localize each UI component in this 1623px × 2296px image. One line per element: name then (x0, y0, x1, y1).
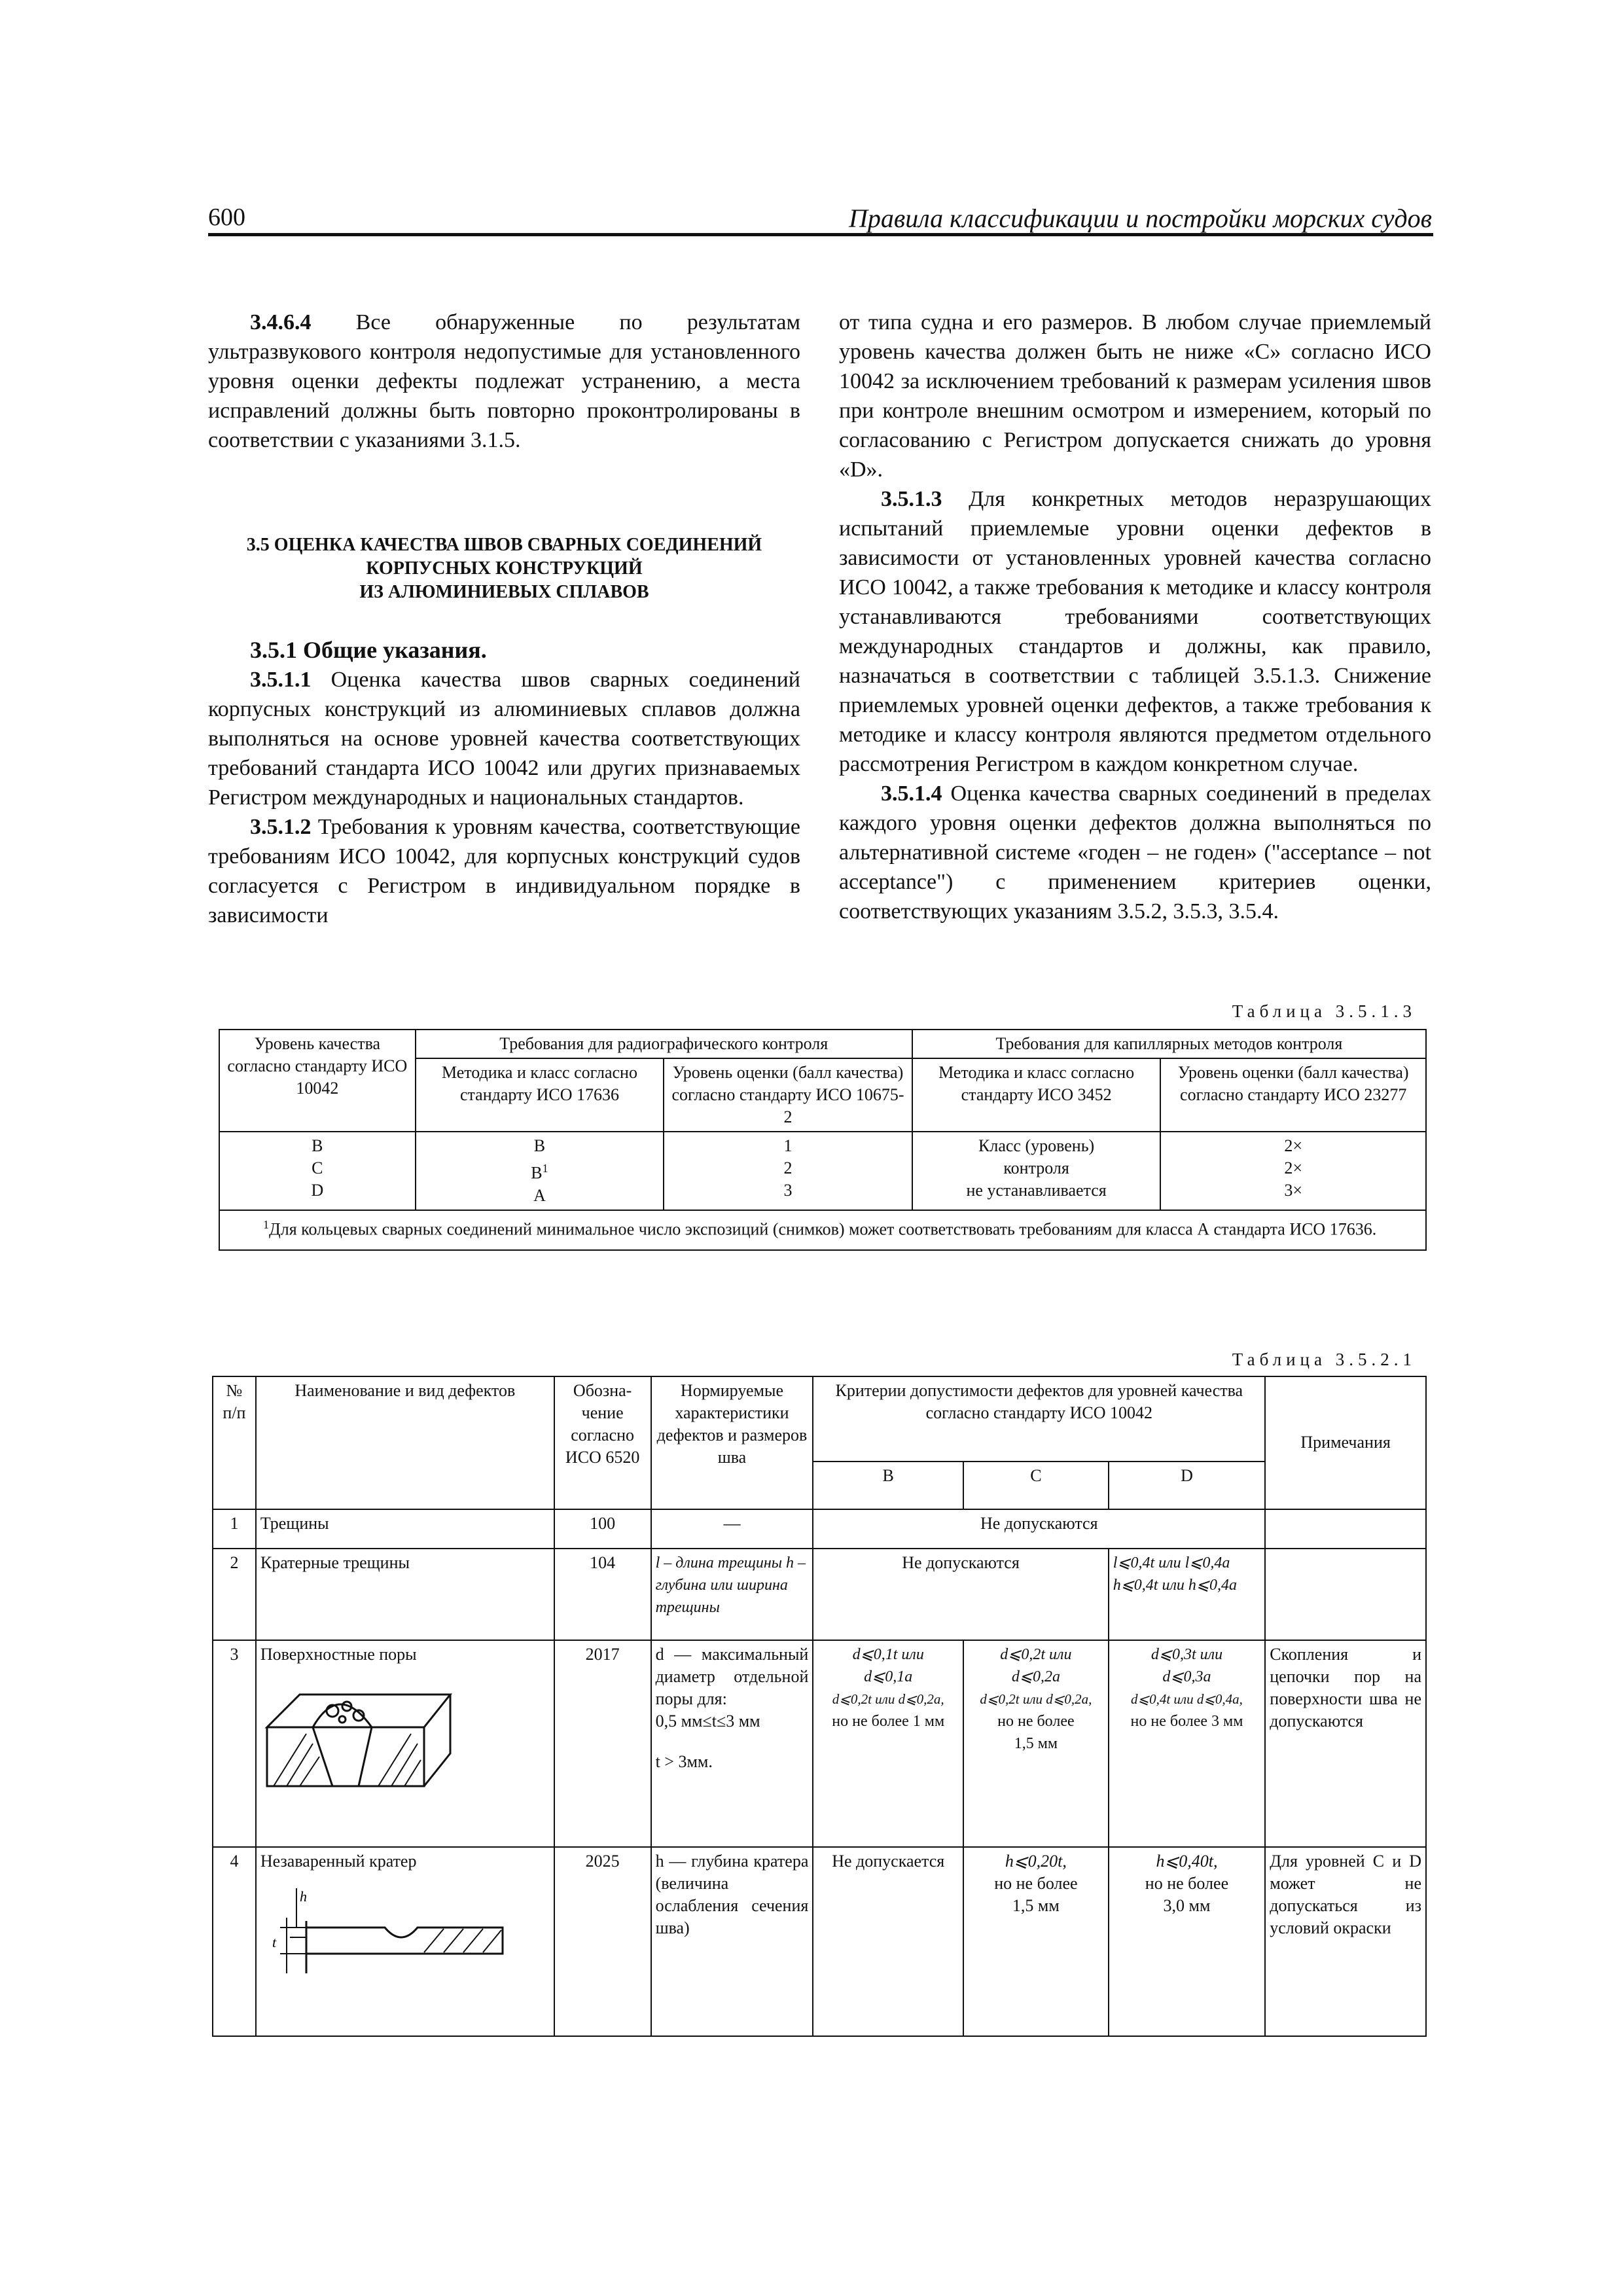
table-3-5-1-3 (219, 1029, 1427, 1251)
t1-header-method-2: Методика и класс согласно стандарту ИСО 3452 (912, 1058, 1161, 1132)
table-row: 3 Поверхностные поры 2017 d — максимальный диаметр отдельной поры для: 0,5 мм≤t≤3 мм t > 3мм. d⩽0,1t или d⩽0,1a d⩽0,2t или d⩽0,2a, но не более 1 мм d⩽0,2t или d⩽0,2a d⩽0,2t или d⩽0,2a, но не более 1,5 мм d⩽0,3t или d⩽0,3a d⩽0,4t или d⩽0,4a, но не более 3 мм Скопления и цепочки пор на поверхности шва не допускаются (213, 1640, 1426, 1847)
svg-text:t: t (272, 1933, 277, 1950)
table-row: B C D B $B^1$ A 1 2 3 Класс (уровень) контроля не устанавливается 2× 2× 3× (219, 1132, 1426, 1210)
running-title: Правила классификации и постройки морских судов (848, 204, 1432, 233)
t2-header-norm: Нормируемые характеристики дефектов и размеров шва (651, 1376, 813, 1509)
t1-header-method-1: Методика и класс согласно стандарту ИСО 17636 (416, 1058, 664, 1132)
t2-header-code: Обозна-чение согласно ИСО 6520 (554, 1376, 651, 1509)
t1-footnote: $^1$Для кольцевых сварных соединений минимальное число экспозиций (снимков) может соответствовать требованиям для класса А стандарта ИСО 17636. (219, 1210, 1426, 1251)
t1-header-eval-2: Уровень оценки (балл качества) согласно стандарту ИСО 23277 (1160, 1058, 1426, 1132)
section-heading-line-2: КОРПУСНЫХ КОНСТРУКЦИЙ (366, 558, 643, 579)
table-label-3-5-1-3: Таблица 3.5.1.3 (1232, 1001, 1416, 1021)
paragraph-continued: от типа судна и его размеров. В любом случае приемлемый уровень качества должен быть не ниже «С» согласно ИСО 10042 за исключением требований к размерам усиления швов при контроле внешним осмотром и измерением, который по согласованию с Регистром допускается снижать до уровня «D». (839, 310, 1431, 482)
t2-header-no: № п/п (213, 1376, 256, 1509)
table-3-5-2-1 (212, 1376, 1427, 2037)
t2-header-name: Наименование и вид дефектов (256, 1376, 554, 1509)
paragraph-3-4-6-4: 3.4.6.4 Все обнаруженные по результатам ультразвукового контроля недопустимые для установленного уровня оценки дефекты подлежат устранению, а места исправлений должны быть повторно проконтролированы в соответствии с указаниями 3.1.5. (208, 310, 800, 452)
t1-header-capillary: Требования для капиллярных методов контроля (912, 1030, 1426, 1058)
header-rule (208, 233, 1433, 236)
svg-text:h: h (299, 1888, 307, 1905)
left-column (208, 308, 800, 930)
table-label-3-5-2-1: Таблица 3.5.2.1 (1232, 1350, 1416, 1369)
t2-header-criteria: Критерии допустимости дефектов для уровней качества согласно стандарту ИСО 10042 (813, 1376, 1265, 1462)
unfilled-crater-figure (260, 1882, 509, 1980)
t2-header-c: C (963, 1462, 1109, 1509)
t1-header-eval-1: Уровень оценки (балл качества) согласно стандарту ИСО 10675-2 (664, 1058, 912, 1132)
right-column (839, 308, 1431, 926)
page-number: 600 (208, 204, 245, 231)
section-heading-line-1: 3.5 ОЦЕНКА КАЧЕСТВА ШВОВ СВАРНЫХ СОЕДИНЕНИЙ (246, 535, 762, 555)
paragraph-3-5-1-4: 3.5.1.4 Оценка качества сварных соединений в пределах каждого уровня оценки дефектов должна выполняться по альтернативной системе «годен – не годен» ("acceptance – not acceptance") с применением критериев оценки, соответствующих указаниям 3.5.2, 3.5.3, 3.5.4. (839, 781, 1431, 924)
table-row: 4 Незаваренный кратер h t 2025 h — глубина кратера (величина ослабления сечения шва) Не допускается h⩽0,20t, но не более 1,5 мм h⩽0,40t, но не более 3,0 мм Для уровней C и D может не допускаться из условий окраски (213, 1847, 1426, 2036)
t2-header-d: D (1109, 1462, 1266, 1509)
table-row: 1 Трещины 100 — Не допускаются (213, 1509, 1426, 1549)
t2-header-notes: Примечания (1265, 1376, 1426, 1509)
table-row: 2 Кратерные трещины 104 l – длина трещины h – глубина или ширина трещины Не допускаются l⩽0,4t или l⩽0,4a h⩽0,4t или h⩽0,4a (213, 1549, 1426, 1640)
t2-header-b: B (813, 1462, 963, 1509)
surface-pores-figure (260, 1675, 457, 1799)
paragraph-3-5-1-2: 3.5.1.2 Требования к уровням качества, соответствующие требованиям ИСО 10042, для корпусных конструкций судов согласуется с Регистром в индивидуальном порядке в зависимости (208, 815, 800, 927)
paragraph-3-5-1-1: 3.5.1.1 Оценка качества швов сварных соединений корпусных конструкций из алюминиевых сплавов должна выполняться на основе уровней качества соответствующих требований стандарта ИСО 10042 или других признаваемых Регистром международных и национальных стандартов. (208, 668, 800, 810)
section-heading-line-3: ИЗ АЛЮМИНИЕВЫХ СПЛАВОВ (359, 582, 649, 602)
t1-header-radiographic: Требования для радиографического контроля (416, 1030, 912, 1058)
subsection-heading: 3.5.1 Общие указания. (250, 637, 487, 663)
t1-header-level: Уровень качества согласно стандарту ИСО 10042 (219, 1030, 416, 1132)
paragraph-3-5-1-3: 3.5.1.3 Для конкретных методов неразрушающих испытаний приемлемые уровни оценки дефектов в зависимости от установленных уровней качества согласно ИСО 10042, а также требования к методике и классу контроля устанавливаются требованиями соответствующих международных стандартов и должны, как правило, назначаться в соответствии с таблицей 3.5.1.3. Снижение приемлемых уровней оценки дефектов, а также требования к методике и классу контроля являются предметом отдельного рассмотрения Регистром в каждом конкретном случае. (839, 487, 1431, 776)
